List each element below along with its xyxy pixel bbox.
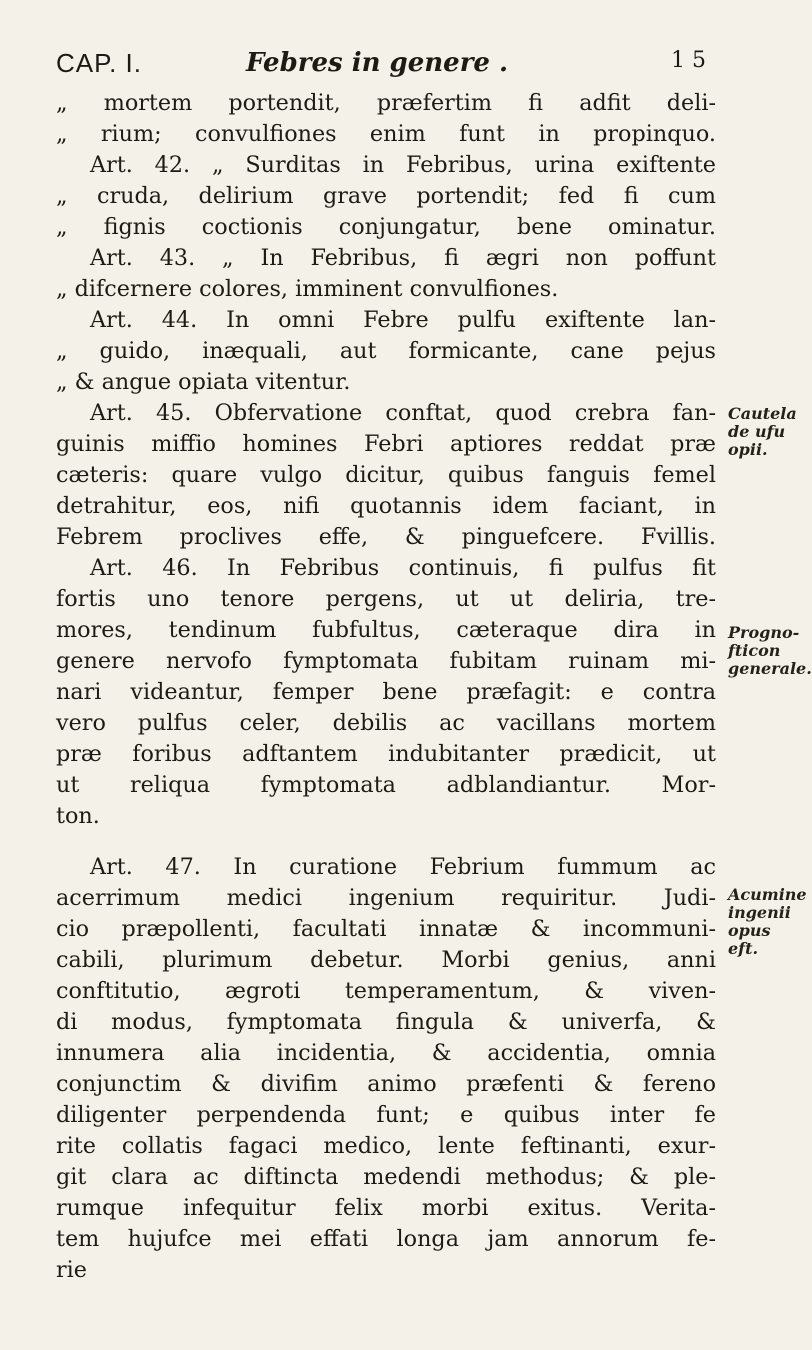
page-number: 1 5 [671,48,706,73]
text-line: cabili, plurimum debetur. Morbi genius, anni [56,947,716,973]
text-line: Art. 43. „ In Febribus, fi ægri non poffunt [90,245,716,271]
body-text [56,88,716,1286]
margin-note-line: Progno- [728,623,800,642]
margin-note-line: Acumine [728,885,807,904]
text-line: vero pulfus celer, debilis ac vacillans mortem [56,710,716,736]
text-line: Art. 46. In Febribus continuis, fi pulfus fit [90,555,716,581]
text-line: conjunctim & divifim animo præfenti & fereno [56,1071,716,1097]
margin-note-line: opus eft. [728,921,771,958]
text-line: rite collatis fagaci medico, lente feftinanti, exur- [56,1133,716,1159]
text-line: mores, tendinum fubfultus, cæteraque dira in [56,617,716,643]
text-line: guinis miffio homines Febri aptiores reddat præ [56,431,716,457]
text-line: „ cruda, delirium grave portendit; fed fi cum [56,183,716,209]
text-line: innumera alia incidentia, & accidentia, omnia [56,1040,716,1066]
text-line: „ difcernere colores, imminent convulfiones. [56,276,559,302]
margin-note-line: generale. [728,659,812,678]
margin-note-line: Cautela [728,404,797,423]
text-line: ut reliqua fymptomata adblandiantur. Mor- [56,772,716,798]
text-line: genere nervofo fymptomata fubitam ruinam mi- [56,648,716,674]
text-line: cio præpollenti, facultati innatæ & incommuni- [56,916,716,942]
margin-note-line: de ufu [728,422,786,441]
margin-note-prognostica [728,623,812,678]
text-line: conftitutio, ægroti temperamentum, & viven- [56,978,716,1004]
text-line: præ foribus adftantem indubitanter prædicit, ut [56,741,716,767]
text-line: rumque infequitur felix morbi exitus. Verita- [56,1195,716,1221]
text-line: „ guido, inæquali, aut formicante, cane pejus [56,338,716,364]
text-line: Art. 47. In curatione Febrium fummum ac [90,854,716,880]
running-title: Febres in genere . [246,48,509,78]
text-line: diligenter perpendenda funt; e quibus inter fe [56,1102,716,1128]
text-line: Febrem proclives effe, & pinguefcere. Fvillis. [56,524,716,550]
margin-note-line: ingenii [728,903,791,922]
text-line: „ rium; convulfiones enim funt in propinquo. [56,121,716,147]
text-line: fortis uno tenore pergens, ut ut deliria, tre- [56,586,716,612]
margin-note-line: fticon [728,641,781,660]
text-line: git clara ac diftincta medendi methodus; & ple- [56,1164,716,1190]
text-line: Art. 42. „ Surditas in Febribus, urina exiftente [90,152,716,178]
text-line: di modus, fymptomata fingula & univerfa, & [56,1009,716,1035]
margin-note-acumen [728,885,807,958]
text-line: tem hujufce mei effati longa jam annorum fe- [56,1226,716,1252]
margin-note-line: opii. [728,440,768,459]
text-line: acerrimum medici ingenium requiritur. Judi- [56,885,716,911]
text-line: rie [56,1257,87,1283]
text-line: cæteris: quare vulgo dicitur, quibus fanguis femel [56,462,716,488]
text-line: Art. 45. Obfervatione conftat, quod crebra fan- [90,400,716,426]
text-line: ton. [56,803,100,829]
text-line: detrahitur, eos, nifi quotannis idem faciant, in [56,493,716,519]
text-line: „ & angue opiata vitentur. [56,369,351,395]
margin-note-cautela [728,405,798,459]
text-line: nari videantur, femper bene præfagit: e contra [56,679,716,705]
text-line: „ mortem portendit, præfertim fi adfit deli- [56,90,716,116]
text-line: Art. 44. In omni Febre pulfu exiftente lan- [90,307,716,333]
text-line: „ fignis coctionis conjungatur, bene ominatur. [56,214,716,240]
chapter-label: CAP. I. [56,48,143,78]
paragraph-gap [56,832,716,852]
